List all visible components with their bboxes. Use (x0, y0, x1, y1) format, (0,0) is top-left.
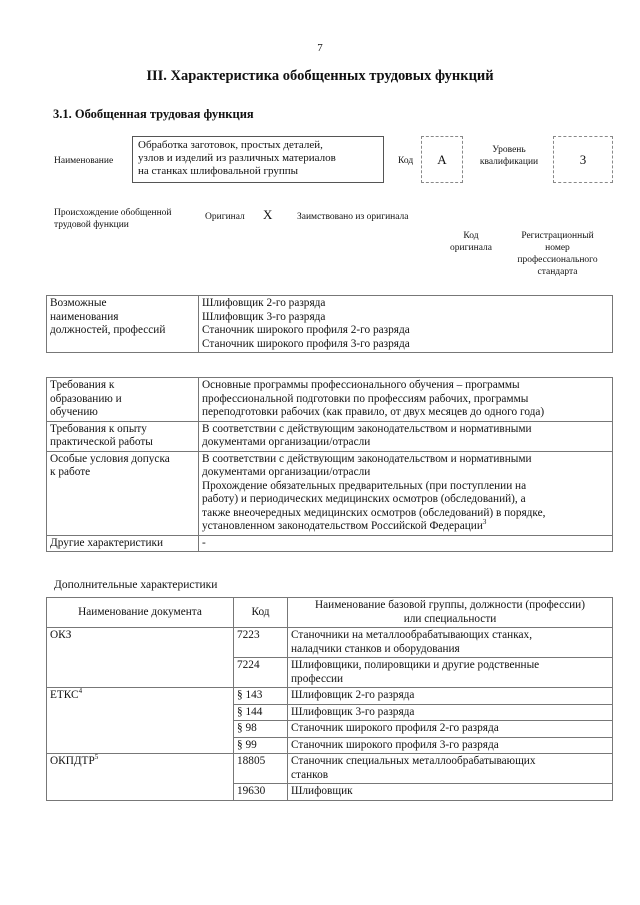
header-doc: Наименование документа (47, 598, 234, 628)
borrowed-label: Заимствовано из оригинала (297, 212, 409, 222)
level-value-box (553, 136, 613, 183)
name-label: Наименование (54, 156, 114, 166)
additional-title: Дополнительные характеристики (54, 579, 218, 591)
subsection-title: 3.1. Обобщенная трудовая функция (53, 107, 254, 121)
req-value: - (199, 535, 613, 552)
code-value: А (437, 152, 447, 167)
name-cell: Шлифовщик (288, 784, 613, 801)
code-cell: § 98 (234, 721, 288, 738)
header-code: Код (234, 598, 288, 628)
req-label: Особые условия допуска к работе (47, 451, 199, 535)
footnote-ref: 4 (78, 687, 83, 696)
name-cell: Станочник специальных металлообрабатывающих станков (288, 754, 613, 784)
req-label: Другие характеристики (47, 535, 199, 552)
table-row (47, 628, 613, 658)
req-label: Требования к образованию и обучению (47, 378, 199, 422)
footnote-ref: 5 (94, 753, 99, 762)
level-value: 3 (579, 152, 587, 167)
req-label: Требования к опыту практической работы (47, 421, 199, 451)
code-value-box (421, 136, 463, 183)
table-row (47, 421, 613, 451)
doc-cell: ЕТКС$^4$ (47, 688, 234, 754)
req-value: В соответствии с действующим законодательством и нормативными документами организации/отрасли Прохождение обязательных предварительных (при поступлении на работу) и периодических медицинских осмотров (обследований), а также внеочередных медицинских осмотров (обследований) в порядке, установленном законодательством Российской Федерации$^3$ (199, 451, 613, 535)
additional-table (46, 597, 613, 801)
req-value: В соответствии с действующим законодательством и нормативными документами организации/отрасли (199, 421, 613, 451)
name-cell: Шлифовщик 3-го разряда (288, 704, 613, 721)
table-row (47, 451, 613, 535)
code-original-label: Код оригинала (450, 231, 492, 253)
positions-table (46, 295, 613, 353)
name-cell: Станочник широкого профиля 2-го разряда (288, 721, 613, 738)
original-mark: Х (263, 207, 273, 222)
page-number: 7 (317, 42, 323, 54)
positions-values: Шлифовщик 2-го разряда Шлифовщик 3-го разряда Станочник широкого профиля 2-го разряда Станочник широкого профиля 3-го разряда (199, 296, 613, 353)
code-cell: 7224 (234, 658, 288, 688)
table-row (47, 535, 613, 552)
name-cell: Шлифовщики, полировщики и другие родственные профессии (288, 658, 613, 688)
table-row (47, 378, 613, 422)
name-value: Обработка заготовок, простых деталей, узлов и изделий из различных материалов на станках шлифовальной группы (138, 139, 336, 177)
name-cell: Шлифовщик 2-го разряда (288, 688, 613, 705)
name-value-box (132, 136, 384, 183)
req-value: Основные программы профессионального обучения – программы профессиональной подготовки по профессиям рабочих, программы переподготовки рабочих (как правило, от двух месяцев до одного года) (199, 378, 613, 422)
table-row (47, 754, 613, 784)
section-title: III. Характеристика обобщенных трудовых функций (146, 68, 494, 84)
code-cell: § 99 (234, 737, 288, 754)
header-name: Наименование базовой группы, должности (профессии) или специальности (288, 598, 613, 628)
table-row (47, 688, 613, 705)
positions-label: Возможные наименования должностей, профессий (47, 296, 199, 353)
code-cell: 19630 (234, 784, 288, 801)
code-label: Код (398, 156, 414, 166)
name-cell: Станочник широкого профиля 3-го разряда (288, 737, 613, 754)
code-cell: 7223 (234, 628, 288, 658)
footnote-ref: 3 (482, 518, 487, 527)
code-cell: § 144 (234, 704, 288, 721)
doc-cell: ОКПДТР$^5$ (47, 754, 234, 801)
table-row (47, 296, 613, 353)
requirements-table (46, 377, 613, 552)
code-cell: 18805 (234, 754, 288, 784)
origin-label: Происхождение обобщенной трудовой функции (54, 208, 172, 230)
table-header-row (47, 598, 613, 628)
name-cell: Станочники на металлообрабатывающих станках, наладчики станков и оборудования (288, 628, 613, 658)
doc-cell: ОКЗ (47, 628, 234, 688)
code-cell: § 143 (234, 688, 288, 705)
reg-number-label: Регистрационный номер профессионального стандарта (517, 231, 598, 277)
original-label: Оригинал (205, 212, 245, 222)
level-label: Уровень квалификации (479, 145, 539, 167)
